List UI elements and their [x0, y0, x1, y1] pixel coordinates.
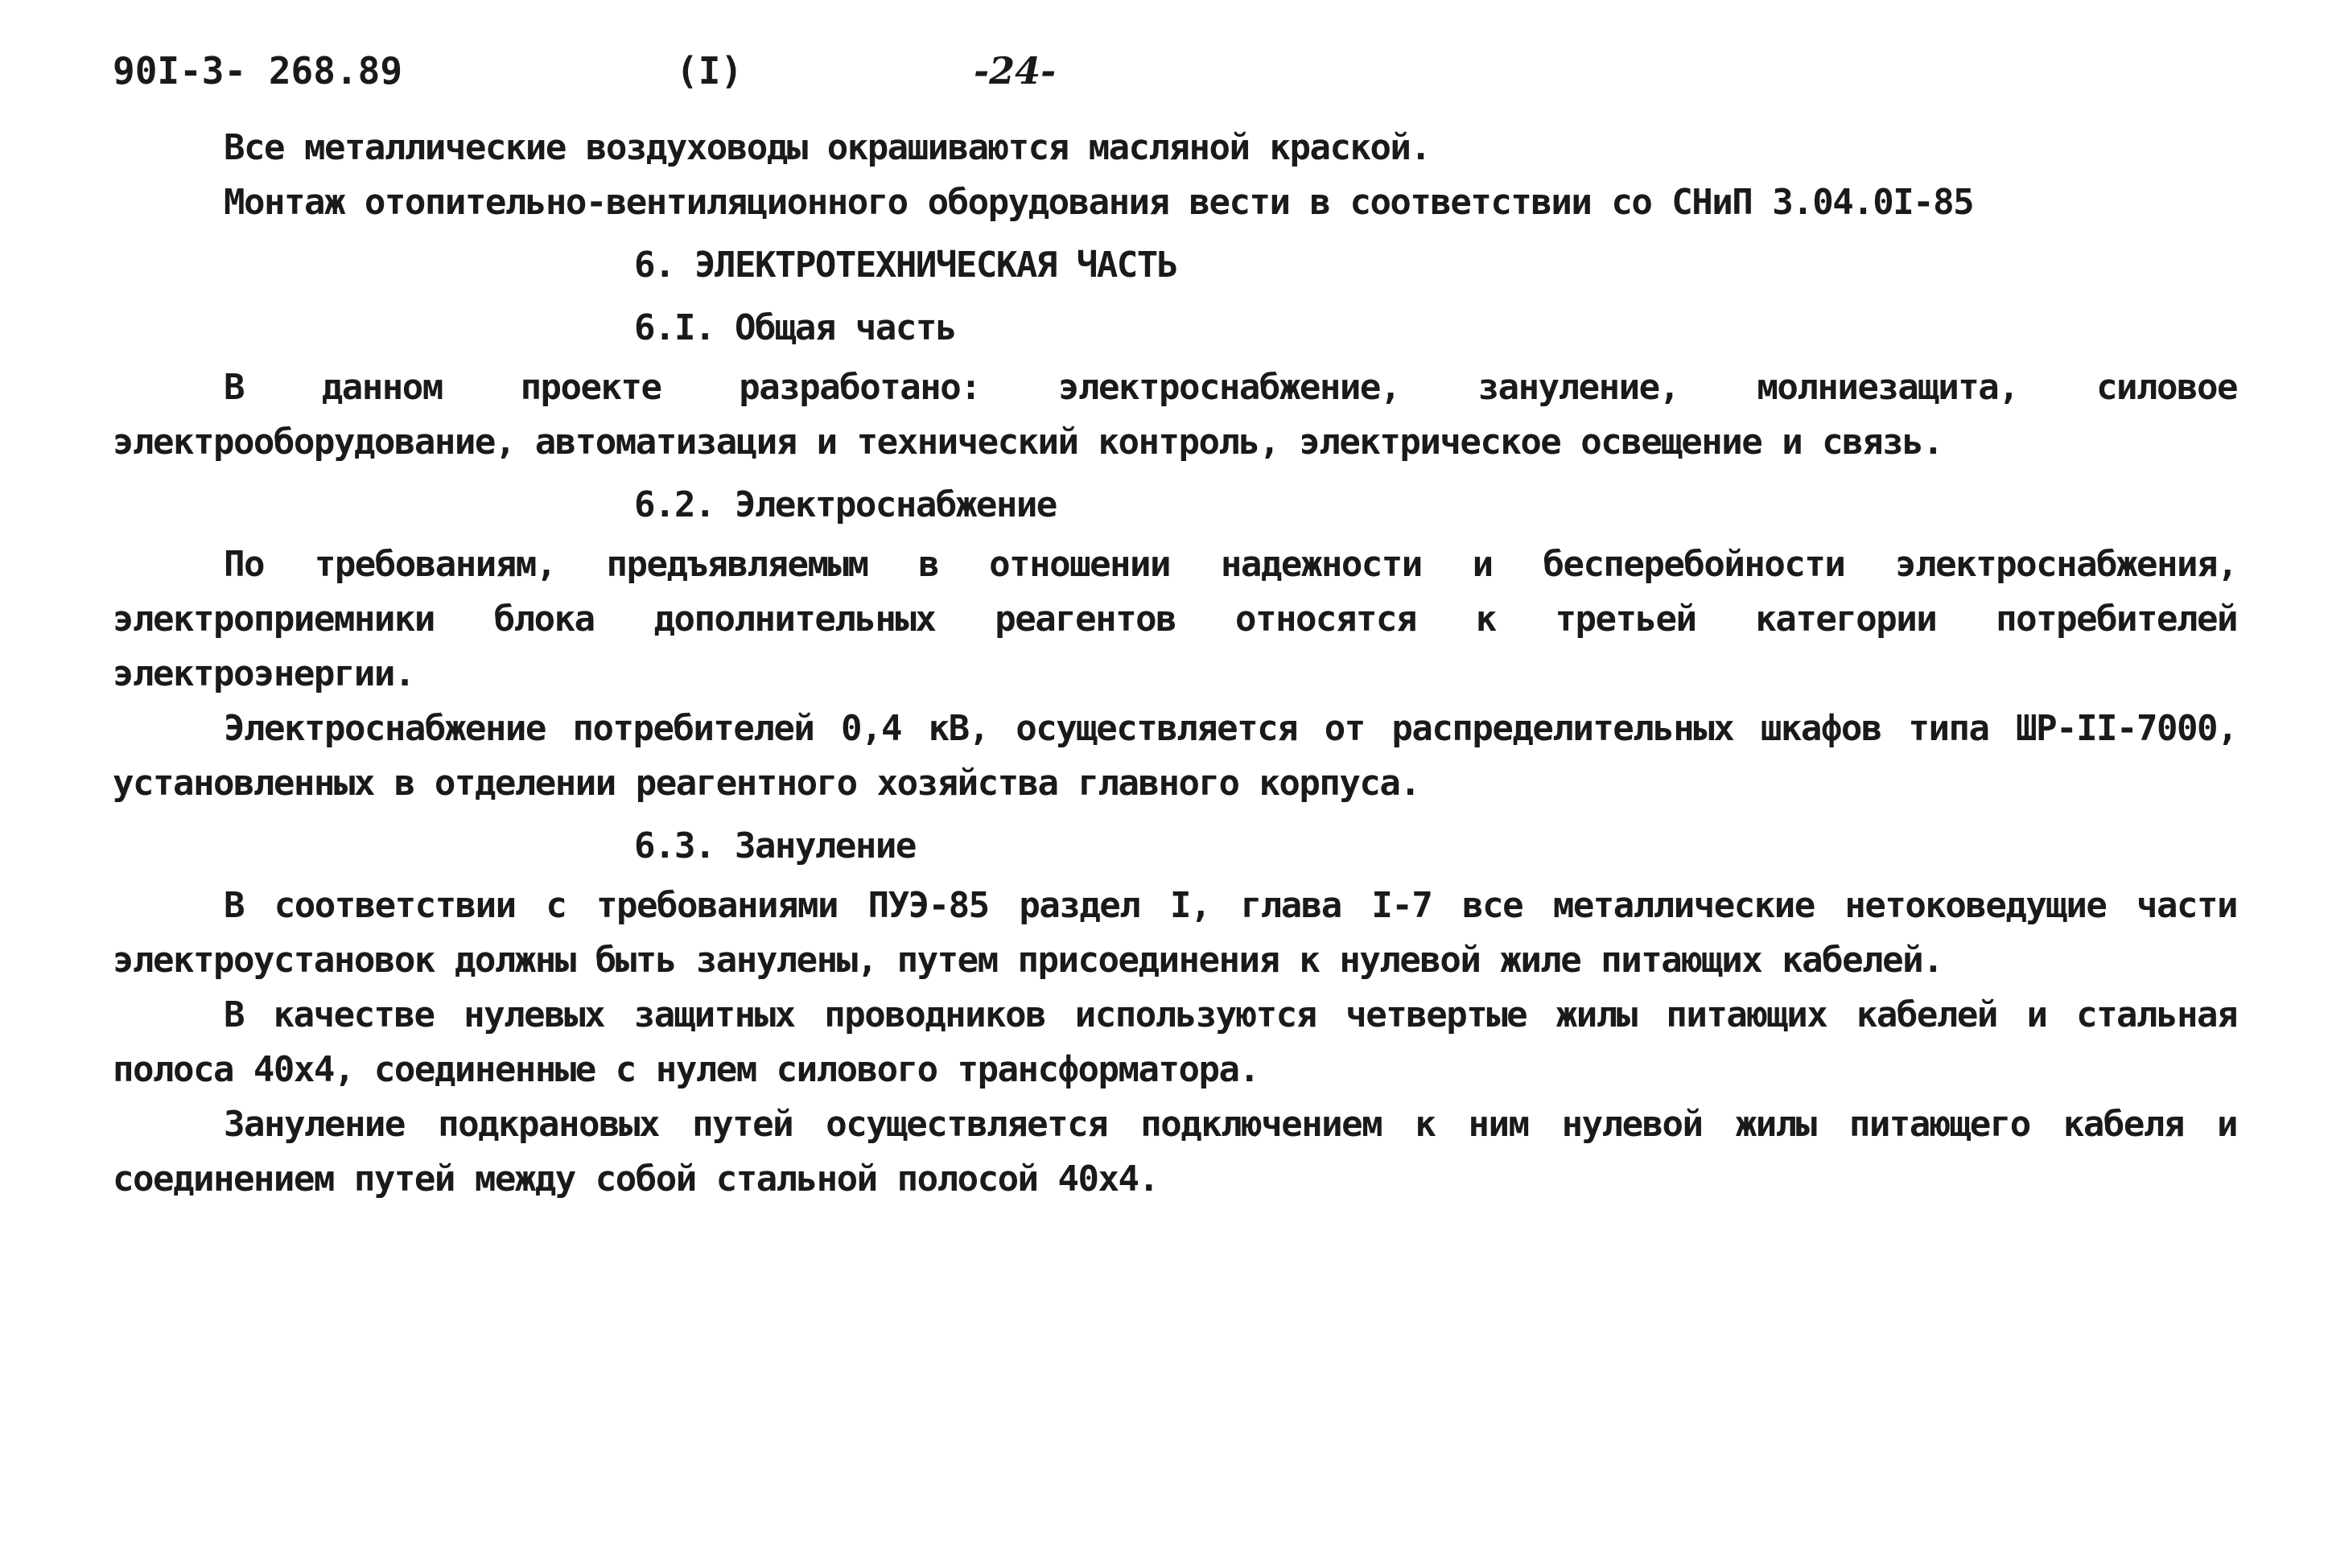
- paragraph-power-distribution: Электроснабжение потребителей 0,4 кВ, осуществляется от распределительных шкафов типа ШР-II-7000, установленных в отделении реагентного хозяйства главного корпуса.: [113, 708, 2237, 804]
- subsection-heading-general: 6.I. Общая часть: [634, 307, 956, 348]
- paragraph-installation: Монтаж отопительно-вентиляционного оборудования вести в соответствии со СНиП 3.04.0I-85: [224, 182, 1974, 223]
- paragraph-reliability-category: По требованиям, предъявляемым в отношении надежности и бесперебойности электроснабжения, электроприемники блока дополнительных реагентов относятся к третьей категории потребителей электроэнергии.: [113, 544, 2237, 694]
- paragraph-grounding-requirements: В соответствии с требованиями ПУЭ-85 раздел I, глава I-7 все металлические нетоковедущие части электроустановок должны быть занулены, путем присоединения к нулевой жиле питающих кабелей.: [113, 885, 2237, 981]
- section-heading-electrical: 6. ЭЛЕКТРОТЕХНИЧЕСКАЯ ЧАСТЬ: [634, 245, 1177, 286]
- subsection-heading-power-supply: 6.2. Электроснабжение: [634, 484, 1057, 525]
- paragraph-protective-conductors: В качестве нулевых защитных проводников используются четвертые жилы питающих кабелей и стальная полоса 40х4, соединенные с нулем силового трансформатора.: [113, 994, 2237, 1090]
- page-header: [113, 39, 1239, 103]
- paragraph-general-scope: В данном проекте разработано: электроснабжение, зануление, молниезащита, силовое электрооборудование, автоматизация и технический контроль, электрическое освещение и связь.: [113, 367, 2237, 463]
- paragraph-painting: Все металлические воздуховоды окрашиваются масляной краской.: [224, 127, 1431, 168]
- subsection-heading-grounding: 6.3. Зануление: [634, 825, 916, 866]
- document-body: [113, 121, 2237, 1207]
- document-code: 90I-3- 268.89: [113, 49, 403, 93]
- sheet-marker: (I): [676, 49, 744, 93]
- paragraph-crane-tracks: Зануление подкрановых путей осуществляется подключением к ним нулевой жилы питающего кабеля и соединением путей между собой стальной полосой 40х4.: [113, 1104, 2237, 1200]
- page-number: -24-: [974, 49, 1057, 93]
